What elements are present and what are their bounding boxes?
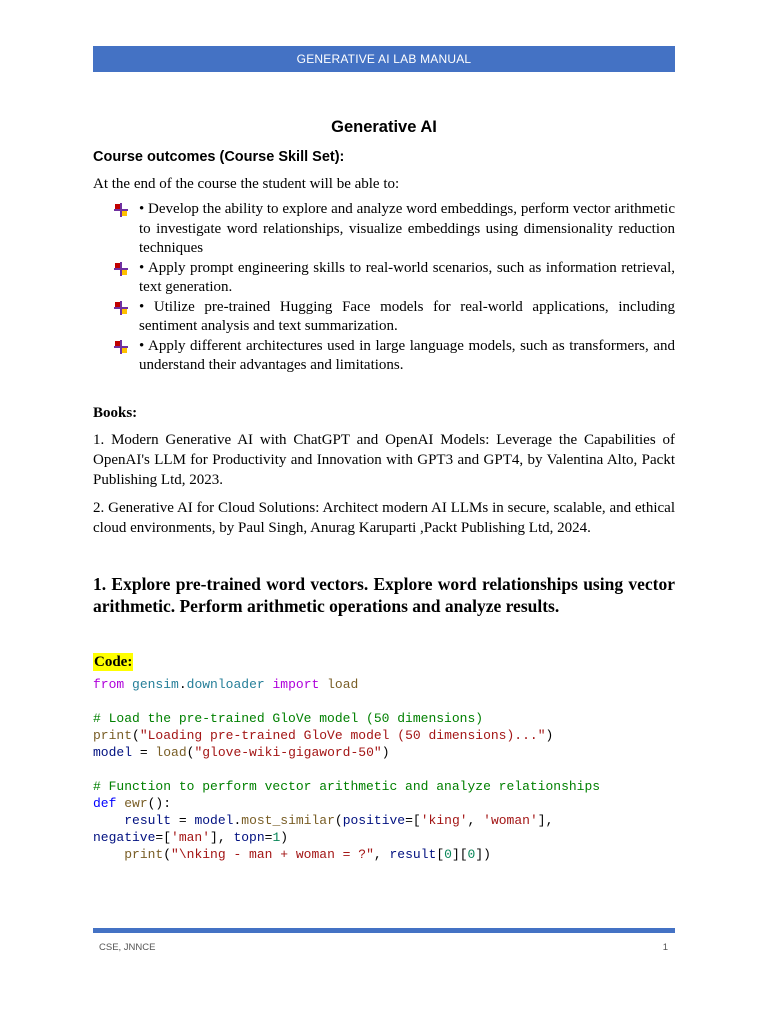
code-string: 'man' xyxy=(171,829,211,845)
code-string: 'king' xyxy=(420,812,468,828)
document-title: Generative AI xyxy=(331,118,437,136)
document-body xyxy=(93,118,675,863)
code-token: most_similar xyxy=(241,812,335,828)
book-entry: 2. Generative AI for Cloud Solutions: Architect modern AI LLMs in secure, scalable, and ethical cloud environments, by Paul Singh, Anurag Karuparti ,Packt Publishing Ltd, 2024. xyxy=(93,499,675,536)
outcome-text: • Utilize pre-trained Hugging Face models for real-world applications, including sentiment analysis and text summarization. xyxy=(139,298,675,334)
code-number: 1 xyxy=(272,829,281,845)
colored-square-bullet-icon xyxy=(114,340,128,354)
code-token: def xyxy=(93,795,117,811)
code-string: 'woman' xyxy=(483,812,538,828)
colored-square-bullet-icon xyxy=(114,262,128,276)
header-title: GENERATIVE AI LAB MANUAL xyxy=(296,52,472,66)
code-token: negative xyxy=(93,829,156,845)
code-token: result xyxy=(124,812,172,828)
list-item xyxy=(93,259,675,298)
footer-department: CSE, JNNCE xyxy=(99,942,156,953)
code-token: model xyxy=(194,812,234,828)
footer-rule xyxy=(93,928,675,933)
code-token: ewr xyxy=(124,795,148,811)
code-token: model xyxy=(93,744,133,760)
code-token: from xyxy=(93,676,125,692)
code-string: "Loading pre-trained GloVe model (50 dimensions)..." xyxy=(139,727,546,743)
code-token: load xyxy=(155,744,187,760)
book-entry: 1. Modern Generative AI with ChatGPT and OpenAI Models: Leverage the Capabilities of OpenAI's LLM for Productivity and Innovation with GPT3 and GPT4, by Valentina Alto, Packt Publishing Ltd, 2023. xyxy=(93,431,675,488)
section-heading: 1. Explore pre-trained word vectors. Explore word relationships using vector arithmetic. Perform arithmetic operations and analyze results. xyxy=(93,573,675,616)
code-token: import xyxy=(272,676,320,692)
code-token: result xyxy=(389,846,437,862)
code-token: gensim xyxy=(132,676,179,692)
code-number: 0 xyxy=(467,846,476,862)
code-token: load xyxy=(327,676,359,692)
code-token: topn xyxy=(233,829,265,845)
code-string: "\nking - man + woman = ?" xyxy=(171,846,374,862)
outcomes-intro: At the end of the course the student will be able to: xyxy=(93,176,400,192)
list-item xyxy=(93,298,675,337)
code-comment: # Load the pre-trained GloVe model (50 dimensions) xyxy=(93,710,484,726)
outcomes-heading: Course outcomes (Course Skill Set): xyxy=(93,149,345,165)
books-heading: Books: xyxy=(93,404,138,421)
outcomes-list xyxy=(93,200,675,376)
code-token: positive xyxy=(342,812,406,828)
outcome-text: • Apply different architectures used in large language models, such as transformers, and understand their advantages and limitations. xyxy=(139,337,675,373)
outcome-text: • Apply prompt engineering skills to real-world scenarios, such as information retrieval, text generation. xyxy=(139,259,675,295)
header-bar xyxy=(93,46,675,72)
code-comment: # Function to perform vector arithmetic and analyze relationships xyxy=(93,778,601,794)
list-item xyxy=(93,200,675,259)
code-token: print xyxy=(93,727,133,743)
outcome-text: • Develop the ability to explore and analyze word embeddings, perform vector arithmetic to investigate word relationships, visualize embeddings using dimensionality reduction techniques xyxy=(139,201,675,256)
code-token: print xyxy=(124,846,164,862)
code-label: Code: xyxy=(94,653,133,670)
colored-square-bullet-icon xyxy=(114,203,128,217)
code-token: . xyxy=(178,676,187,692)
code-number: 0 xyxy=(444,846,452,862)
page-number: 1 xyxy=(662,942,668,953)
code-block: from gensim.downloader import load # Load the pre-trained GloVe model (50 dimensions) print("Loading pre-trained GloVe model (50 dimensions)...") model = load("glove-wiki-gigaword-50") # Function to perform vector arithmetic and analyze relationships def ewr(): result = model.most_similar(positive=['king', 'woman'], negative=['man'], topn=1) print("\nking - man + woman = ?", result[0][0]) xyxy=(93,676,601,862)
list-item xyxy=(93,337,675,376)
code-token: downloader xyxy=(186,676,265,692)
code-string: "glove-wiki-gigaword-50" xyxy=(194,744,382,760)
colored-square-bullet-icon xyxy=(114,301,128,315)
